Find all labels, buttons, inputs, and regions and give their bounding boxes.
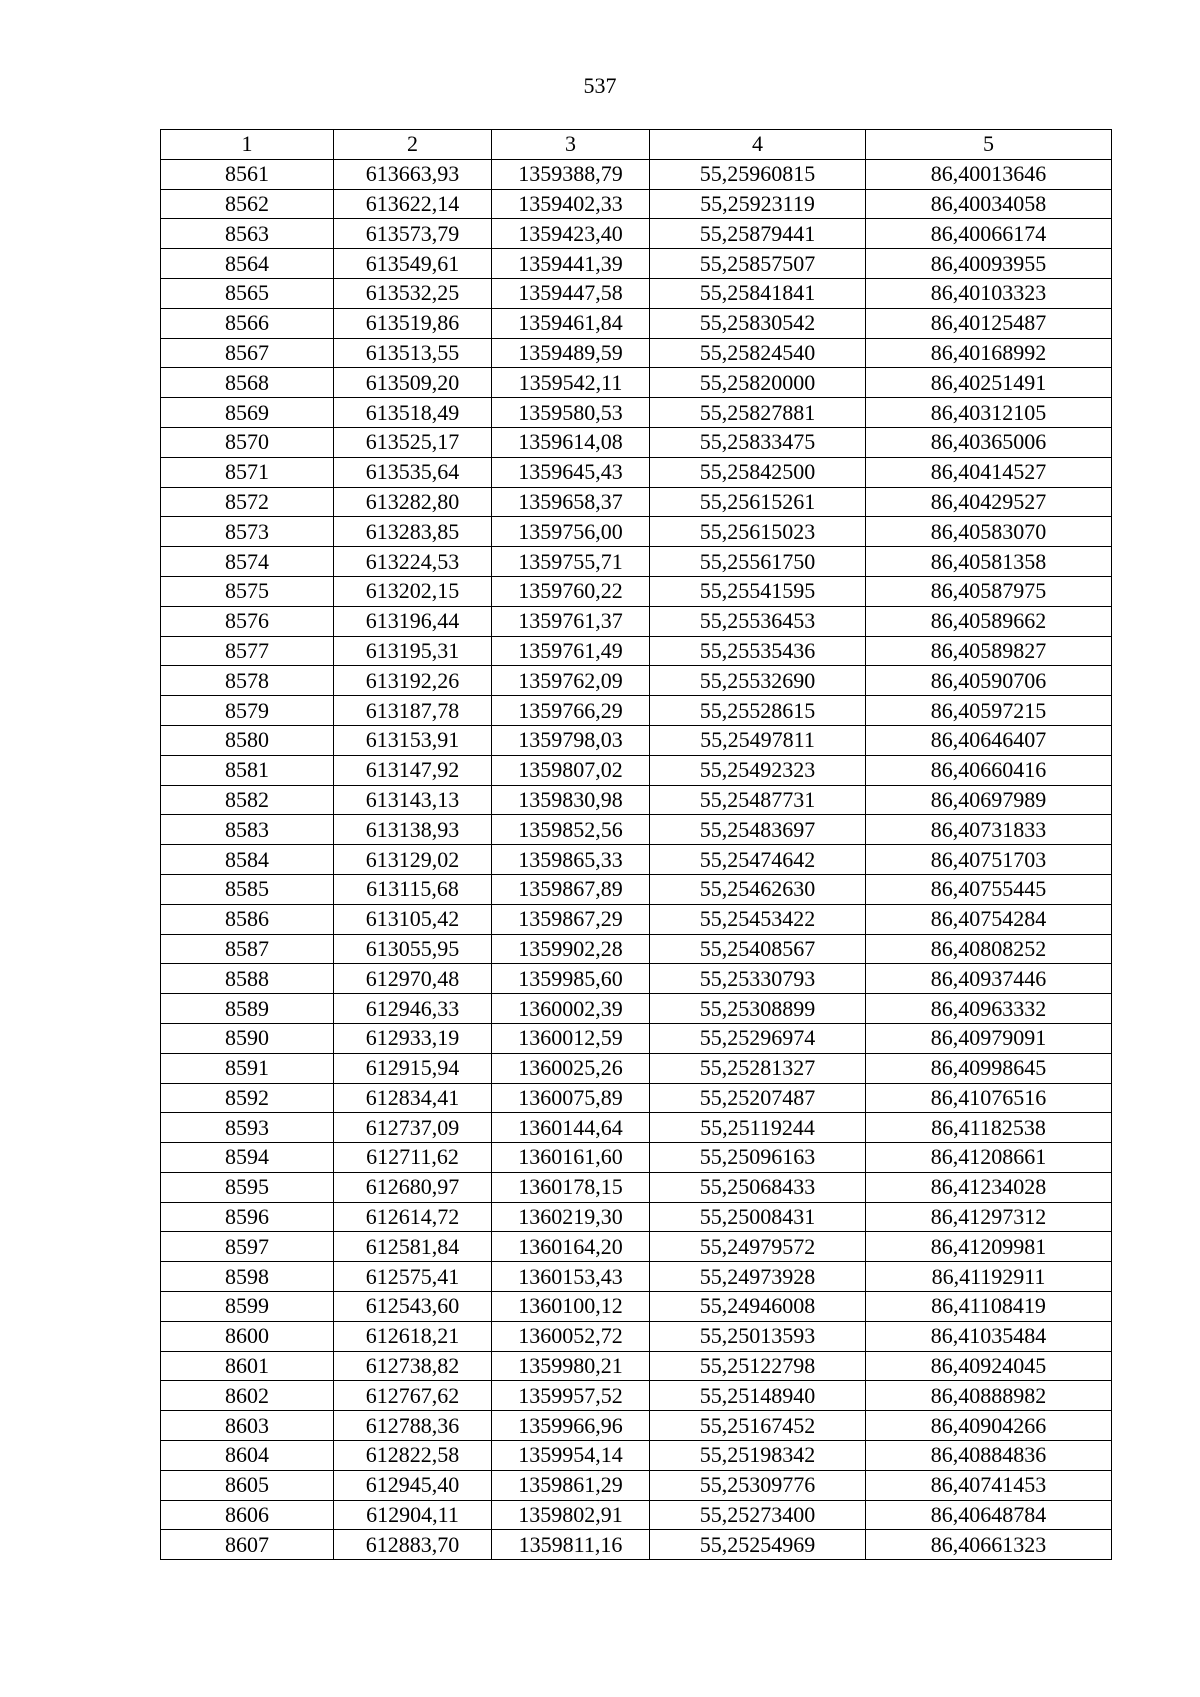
table-cell-col-3: 1359580,53 <box>492 398 650 428</box>
table-row <box>161 1202 1112 1232</box>
table-cell-col-1: 8566 <box>161 308 334 338</box>
table-cell-col-2: 613138,93 <box>334 815 492 845</box>
table-cell-col-3: 1359807,02 <box>492 755 650 785</box>
table-cell-col-1: 8589 <box>161 994 334 1024</box>
header-row <box>161 130 1112 160</box>
table-header <box>161 130 1112 160</box>
table-cell-col-3: 1359811,16 <box>492 1530 650 1560</box>
table-cell-col-2: 612711,62 <box>334 1143 492 1173</box>
table-cell-col-5: 86,41209981 <box>866 1232 1112 1262</box>
table-cell-col-2: 613129,02 <box>334 845 492 875</box>
table-cell-col-5: 86,40597215 <box>866 696 1112 726</box>
table-cell-col-3: 1359423,40 <box>492 219 650 249</box>
table-cell-col-3: 1359902,28 <box>492 934 650 964</box>
table-cell-col-4: 55,25281327 <box>650 1053 866 1083</box>
table-row <box>161 278 1112 308</box>
table-cell-col-5: 86,40414527 <box>866 457 1112 487</box>
table-cell-col-4: 55,25536453 <box>650 606 866 636</box>
table-cell-col-3: 1359985,60 <box>492 964 650 994</box>
table-cell-col-1: 8584 <box>161 845 334 875</box>
table-cell-col-4: 55,25008431 <box>650 1202 866 1232</box>
table-cell-col-2: 612738,82 <box>334 1351 492 1381</box>
table-cell-col-2: 613224,53 <box>334 547 492 577</box>
table-cell-col-5: 86,40251491 <box>866 368 1112 398</box>
table-cell-col-2: 613518,49 <box>334 398 492 428</box>
table-cell-col-2: 613535,64 <box>334 457 492 487</box>
table-cell-col-2: 613663,93 <box>334 159 492 189</box>
table-cell-col-3: 1359867,29 <box>492 904 650 934</box>
table-row <box>161 1321 1112 1351</box>
table-cell-col-5: 86,41035484 <box>866 1321 1112 1351</box>
table-cell-col-5: 86,40661323 <box>866 1530 1112 1560</box>
table-cell-col-1: 8607 <box>161 1530 334 1560</box>
table-cell-col-1: 8586 <box>161 904 334 934</box>
table-cell-col-1: 8564 <box>161 249 334 279</box>
table-cell-col-4: 55,25487731 <box>650 785 866 815</box>
table-cell-col-5: 86,40998645 <box>866 1053 1112 1083</box>
table-cell-col-5: 86,40429527 <box>866 487 1112 517</box>
table-cell-col-1: 8565 <box>161 278 334 308</box>
table-cell-col-3: 1359861,29 <box>492 1470 650 1500</box>
table-cell-col-1: 8582 <box>161 785 334 815</box>
table-cell-col-4: 55,25167452 <box>650 1411 866 1441</box>
table-cell-col-1: 8597 <box>161 1232 334 1262</box>
table-cell-col-4: 55,25615261 <box>650 487 866 517</box>
table-cell-col-3: 1359489,59 <box>492 338 650 368</box>
table-cell-col-1: 8594 <box>161 1143 334 1173</box>
table-cell-col-5: 86,40888982 <box>866 1381 1112 1411</box>
table-cell-col-4: 55,25833475 <box>650 427 866 457</box>
table-cell-col-2: 612680,97 <box>334 1172 492 1202</box>
table-row <box>161 427 1112 457</box>
column-header-3: 3 <box>492 130 650 160</box>
table-cell-col-4: 55,25462630 <box>650 874 866 904</box>
table-row <box>161 755 1112 785</box>
table-cell-col-4: 55,24973928 <box>650 1262 866 1292</box>
table-cell-col-5: 86,40754284 <box>866 904 1112 934</box>
table-cell-col-4: 55,25820000 <box>650 368 866 398</box>
table-cell-col-4: 55,25535436 <box>650 636 866 666</box>
table-cell-col-4: 55,25198342 <box>650 1441 866 1471</box>
coordinates-table <box>160 129 1112 1560</box>
table-cell-col-5: 86,40979091 <box>866 1023 1112 1053</box>
table-cell-col-1: 8581 <box>161 755 334 785</box>
table-cell-col-1: 8590 <box>161 1023 334 1053</box>
table-cell-col-3: 1359766,29 <box>492 696 650 726</box>
table-row <box>161 1053 1112 1083</box>
table-cell-col-2: 612883,70 <box>334 1530 492 1560</box>
table-cell-col-2: 613282,80 <box>334 487 492 517</box>
table-cell-col-3: 1359761,37 <box>492 606 650 636</box>
table-cell-col-4: 55,25096163 <box>650 1143 866 1173</box>
table-cell-col-3: 1360161,60 <box>492 1143 650 1173</box>
table-row <box>161 308 1112 338</box>
table-cell-col-1: 8571 <box>161 457 334 487</box>
table-cell-col-4: 55,25960815 <box>650 159 866 189</box>
table-cell-col-5: 86,40589827 <box>866 636 1112 666</box>
table-row <box>161 845 1112 875</box>
table-cell-col-2: 612788,36 <box>334 1411 492 1441</box>
table-cell-col-2: 612945,40 <box>334 1470 492 1500</box>
table-cell-col-4: 55,24946008 <box>650 1292 866 1322</box>
table-cell-col-2: 612904,11 <box>334 1500 492 1530</box>
table-cell-col-3: 1359762,09 <box>492 666 650 696</box>
table-cell-col-3: 1359867,89 <box>492 874 650 904</box>
table-cell-col-5: 86,40648784 <box>866 1500 1112 1530</box>
table-cell-col-5: 86,40168992 <box>866 338 1112 368</box>
table-row <box>161 1232 1112 1262</box>
table-row <box>161 576 1112 606</box>
table-cell-col-3: 1359760,22 <box>492 576 650 606</box>
table-cell-col-1: 8603 <box>161 1411 334 1441</box>
table-cell-col-3: 1360153,43 <box>492 1262 650 1292</box>
table-cell-col-5: 86,40312105 <box>866 398 1112 428</box>
table-cell-col-4: 55,25474642 <box>650 845 866 875</box>
table-cell-col-1: 8575 <box>161 576 334 606</box>
table-cell-col-5: 86,40884836 <box>866 1441 1112 1471</box>
table-cell-col-2: 613187,78 <box>334 696 492 726</box>
table-cell-col-1: 8578 <box>161 666 334 696</box>
table-cell-col-4: 55,25841841 <box>650 278 866 308</box>
table-cell-col-3: 1359461,84 <box>492 308 650 338</box>
table-cell-col-3: 1359645,43 <box>492 457 650 487</box>
table-cell-col-3: 1359865,33 <box>492 845 650 875</box>
column-header-2: 2 <box>334 130 492 160</box>
table-cell-col-2: 612767,62 <box>334 1381 492 1411</box>
table-cell-col-5: 86,40103323 <box>866 278 1112 308</box>
table-cell-col-1: 8562 <box>161 189 334 219</box>
table-cell-col-2: 612575,41 <box>334 1262 492 1292</box>
table-cell-col-5: 86,40589662 <box>866 606 1112 636</box>
table-cell-col-1: 8577 <box>161 636 334 666</box>
table-row <box>161 1351 1112 1381</box>
table-cell-col-5: 86,41208661 <box>866 1143 1112 1173</box>
table-cell-col-1: 8598 <box>161 1262 334 1292</box>
table-cell-col-2: 613525,17 <box>334 427 492 457</box>
table-cell-col-4: 55,25273400 <box>650 1500 866 1530</box>
table-cell-col-5: 86,41108419 <box>866 1292 1112 1322</box>
table-cell-col-2: 613192,26 <box>334 666 492 696</box>
table-cell-col-4: 55,25497811 <box>650 725 866 755</box>
table-cell-col-1: 8583 <box>161 815 334 845</box>
table-row <box>161 785 1112 815</box>
table-cell-col-2: 612946,33 <box>334 994 492 1024</box>
table-row <box>161 1500 1112 1530</box>
table-cell-col-2: 613195,31 <box>334 636 492 666</box>
table-cell-col-1: 8585 <box>161 874 334 904</box>
column-header-4: 4 <box>650 130 866 160</box>
table-cell-col-5: 86,40904266 <box>866 1411 1112 1441</box>
table-cell-col-5: 86,40937446 <box>866 964 1112 994</box>
table-cell-col-2: 613622,14 <box>334 189 492 219</box>
table-row <box>161 219 1112 249</box>
table-cell-col-2: 612614,72 <box>334 1202 492 1232</box>
table-cell-col-5: 86,40125487 <box>866 308 1112 338</box>
table-cell-col-4: 55,25330793 <box>650 964 866 994</box>
table-cell-col-3: 1360002,39 <box>492 994 650 1024</box>
table-cell-col-3: 1360178,15 <box>492 1172 650 1202</box>
table-row <box>161 964 1112 994</box>
table-cell-col-3: 1359402,33 <box>492 189 650 219</box>
table-cell-col-2: 613147,92 <box>334 755 492 785</box>
table-cell-col-3: 1359447,58 <box>492 278 650 308</box>
table-row <box>161 815 1112 845</box>
table-cell-col-4: 55,25492323 <box>650 755 866 785</box>
table-row <box>161 249 1112 279</box>
table-cell-col-5: 86,40066174 <box>866 219 1112 249</box>
table-cell-col-1: 8605 <box>161 1470 334 1500</box>
table-row <box>161 338 1112 368</box>
table-cell-col-1: 8572 <box>161 487 334 517</box>
table-cell-col-4: 55,25122798 <box>650 1351 866 1381</box>
table-cell-col-3: 1359761,49 <box>492 636 650 666</box>
table-cell-col-2: 613573,79 <box>334 219 492 249</box>
table-row <box>161 457 1112 487</box>
table-cell-col-4: 55,25207487 <box>650 1083 866 1113</box>
table-cell-col-1: 8563 <box>161 219 334 249</box>
table-cell-col-2: 612543,60 <box>334 1292 492 1322</box>
column-header-1: 1 <box>161 130 334 160</box>
table-cell-col-1: 8602 <box>161 1381 334 1411</box>
table-cell-col-1: 8588 <box>161 964 334 994</box>
table-cell-col-2: 612834,41 <box>334 1083 492 1113</box>
table-row <box>161 1083 1112 1113</box>
table-cell-col-1: 8579 <box>161 696 334 726</box>
table-cell-col-5: 86,41192911 <box>866 1262 1112 1292</box>
table-cell-col-2: 613115,68 <box>334 874 492 904</box>
table-cell-col-5: 86,40924045 <box>866 1351 1112 1381</box>
table-cell-col-5: 86,41297312 <box>866 1202 1112 1232</box>
table-cell-col-5: 86,40093955 <box>866 249 1112 279</box>
table-row <box>161 1441 1112 1471</box>
table-row <box>161 934 1112 964</box>
table-cell-col-5: 86,40581358 <box>866 547 1112 577</box>
table-row <box>161 666 1112 696</box>
table-row <box>161 517 1112 547</box>
table-cell-col-3: 1359388,79 <box>492 159 650 189</box>
table-cell-col-5: 86,40755445 <box>866 874 1112 904</box>
table-cell-col-5: 86,41234028 <box>866 1172 1112 1202</box>
table-cell-col-4: 55,25119244 <box>650 1113 866 1143</box>
table-cell-col-3: 1359542,11 <box>492 368 650 398</box>
table-cell-col-1: 8569 <box>161 398 334 428</box>
table-cell-col-3: 1359957,52 <box>492 1381 650 1411</box>
table-cell-col-2: 613509,20 <box>334 368 492 398</box>
table-cell-col-1: 8573 <box>161 517 334 547</box>
table-cell-col-2: 612915,94 <box>334 1053 492 1083</box>
table-cell-col-5: 86,40731833 <box>866 815 1112 845</box>
table-cell-col-3: 1360219,30 <box>492 1202 650 1232</box>
table-row <box>161 1113 1112 1143</box>
table-cell-col-4: 55,25561750 <box>650 547 866 577</box>
table-cell-col-1: 8591 <box>161 1053 334 1083</box>
table-cell-col-2: 613283,85 <box>334 517 492 547</box>
table-row <box>161 1530 1112 1560</box>
table-cell-col-4: 55,25148940 <box>650 1381 866 1411</box>
table-cell-col-4: 55,25879441 <box>650 219 866 249</box>
table-cell-col-4: 55,25309776 <box>650 1470 866 1500</box>
table-cell-col-3: 1359802,91 <box>492 1500 650 1530</box>
table-cell-col-5: 86,40660416 <box>866 755 1112 785</box>
table-cell-col-1: 8596 <box>161 1202 334 1232</box>
table-row <box>161 547 1112 577</box>
table-cell-col-4: 55,25857507 <box>650 249 866 279</box>
table-cell-col-2: 613532,25 <box>334 278 492 308</box>
table-cell-col-3: 1360100,12 <box>492 1292 650 1322</box>
table-cell-col-2: 613143,13 <box>334 785 492 815</box>
table-cell-col-4: 55,25842500 <box>650 457 866 487</box>
table-cell-col-3: 1359980,21 <box>492 1351 650 1381</box>
table-row <box>161 606 1112 636</box>
table-cell-col-4: 55,25068433 <box>650 1172 866 1202</box>
table-row <box>161 398 1112 428</box>
table-cell-col-4: 55,25827881 <box>650 398 866 428</box>
table-cell-col-2: 613105,42 <box>334 904 492 934</box>
table-row <box>161 874 1112 904</box>
table-cell-col-2: 612737,09 <box>334 1113 492 1143</box>
table-row <box>161 1470 1112 1500</box>
table-cell-col-3: 1359614,08 <box>492 427 650 457</box>
table-row <box>161 1381 1112 1411</box>
table-cell-col-4: 55,25830542 <box>650 308 866 338</box>
table-row <box>161 994 1112 1024</box>
table-cell-col-5: 86,40808252 <box>866 934 1112 964</box>
table-cell-col-4: 55,25453422 <box>650 904 866 934</box>
table-row <box>161 1143 1112 1173</box>
table-cell-col-1: 8570 <box>161 427 334 457</box>
table-cell-col-1: 8567 <box>161 338 334 368</box>
table-cell-col-3: 1360075,89 <box>492 1083 650 1113</box>
table-cell-col-4: 55,25296974 <box>650 1023 866 1053</box>
table-cell-col-4: 55,25013593 <box>650 1321 866 1351</box>
table-cell-col-1: 8593 <box>161 1113 334 1143</box>
table-row <box>161 159 1112 189</box>
table-cell-col-3: 1360144,64 <box>492 1113 650 1143</box>
table-cell-col-1: 8604 <box>161 1441 334 1471</box>
table-cell-col-2: 613153,91 <box>334 725 492 755</box>
column-header-5: 5 <box>866 130 1112 160</box>
table-cell-col-5: 86,41182538 <box>866 1113 1112 1143</box>
table-cell-col-2: 613202,15 <box>334 576 492 606</box>
table-cell-col-5: 86,40590706 <box>866 666 1112 696</box>
table-cell-col-1: 8561 <box>161 159 334 189</box>
table-cell-col-5: 86,40583070 <box>866 517 1112 547</box>
table-cell-col-1: 8587 <box>161 934 334 964</box>
table-cell-col-4: 55,25408567 <box>650 934 866 964</box>
table-cell-col-3: 1360012,59 <box>492 1023 650 1053</box>
table-cell-col-1: 8595 <box>161 1172 334 1202</box>
table-row <box>161 1411 1112 1441</box>
table-cell-col-3: 1359852,56 <box>492 815 650 845</box>
table-cell-col-4: 55,25541595 <box>650 576 866 606</box>
table-cell-col-1: 8606 <box>161 1500 334 1530</box>
table-cell-col-4: 55,25923119 <box>650 189 866 219</box>
table-row <box>161 636 1112 666</box>
table-cell-col-2: 613549,61 <box>334 249 492 279</box>
table-cell-col-2: 613196,44 <box>334 606 492 636</box>
table-cell-col-5: 86,40587975 <box>866 576 1112 606</box>
table-cell-col-5: 86,40013646 <box>866 159 1112 189</box>
table-cell-col-4: 55,25483697 <box>650 815 866 845</box>
table-cell-col-2: 612933,19 <box>334 1023 492 1053</box>
table-row <box>161 487 1112 517</box>
table-cell-col-4: 55,25308899 <box>650 994 866 1024</box>
table-cell-col-3: 1359755,71 <box>492 547 650 577</box>
table-row <box>161 368 1112 398</box>
table-cell-col-3: 1359658,37 <box>492 487 650 517</box>
table-cell-col-3: 1360164,20 <box>492 1232 650 1262</box>
table-row <box>161 725 1112 755</box>
table-cell-col-2: 612618,21 <box>334 1321 492 1351</box>
table-cell-col-4: 55,25824540 <box>650 338 866 368</box>
table-cell-col-4: 55,25254969 <box>650 1530 866 1560</box>
table-cell-col-1: 8599 <box>161 1292 334 1322</box>
table-cell-col-5: 86,40646407 <box>866 725 1112 755</box>
table-cell-col-5: 86,40365006 <box>866 427 1112 457</box>
table-row <box>161 1262 1112 1292</box>
table-cell-col-2: 612822,58 <box>334 1441 492 1471</box>
table-body <box>161 159 1112 1559</box>
table-cell-col-2: 613513,55 <box>334 338 492 368</box>
table-cell-col-1: 8576 <box>161 606 334 636</box>
page-number: 537 <box>583 73 617 98</box>
table-cell-col-3: 1359798,03 <box>492 725 650 755</box>
table-cell-col-1: 8600 <box>161 1321 334 1351</box>
table-cell-col-2: 612581,84 <box>334 1232 492 1262</box>
table-cell-col-3: 1359441,39 <box>492 249 650 279</box>
table-row <box>161 1172 1112 1202</box>
table-cell-col-2: 613519,86 <box>334 308 492 338</box>
table-cell-col-3: 1359966,96 <box>492 1411 650 1441</box>
table-cell-col-1: 8580 <box>161 725 334 755</box>
table-cell-col-2: 612970,48 <box>334 964 492 994</box>
table-cell-col-5: 86,40697989 <box>866 785 1112 815</box>
table-cell-col-1: 8592 <box>161 1083 334 1113</box>
table-row <box>161 1023 1112 1053</box>
table-cell-col-4: 55,25532690 <box>650 666 866 696</box>
table-cell-col-3: 1359756,00 <box>492 517 650 547</box>
table-cell-col-3: 1360025,26 <box>492 1053 650 1083</box>
table-cell-col-4: 55,25615023 <box>650 517 866 547</box>
table-cell-col-5: 86,41076516 <box>866 1083 1112 1113</box>
table-cell-col-2: 613055,95 <box>334 934 492 964</box>
table-row <box>161 904 1112 934</box>
table-cell-col-4: 55,25528615 <box>650 696 866 726</box>
table-row <box>161 1292 1112 1322</box>
table-cell-col-1: 8601 <box>161 1351 334 1381</box>
table-cell-col-3: 1359954,14 <box>492 1441 650 1471</box>
table-row <box>161 189 1112 219</box>
table-cell-col-3: 1359830,98 <box>492 785 650 815</box>
table-cell-col-4: 55,24979572 <box>650 1232 866 1262</box>
table-cell-col-3: 1360052,72 <box>492 1321 650 1351</box>
table-cell-col-5: 86,40963332 <box>866 994 1112 1024</box>
table-cell-col-5: 86,40741453 <box>866 1470 1112 1500</box>
table-row <box>161 696 1112 726</box>
table-cell-col-5: 86,40034058 <box>866 189 1112 219</box>
table-cell-col-5: 86,40751703 <box>866 845 1112 875</box>
table-cell-col-1: 8574 <box>161 547 334 577</box>
table-cell-col-1: 8568 <box>161 368 334 398</box>
